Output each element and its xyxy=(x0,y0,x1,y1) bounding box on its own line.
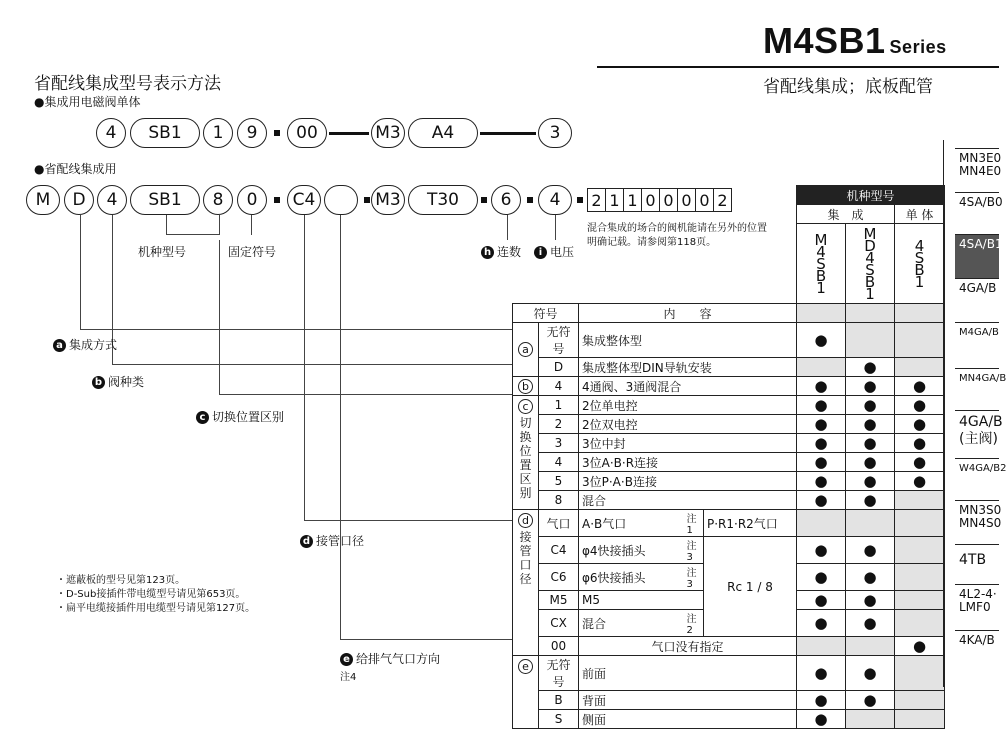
side-tab[interactable]: 4KA/B xyxy=(955,630,999,687)
leader-line xyxy=(304,215,305,521)
row-symbol: C6 xyxy=(539,564,579,591)
code-pill xyxy=(324,185,358,215)
label-b: b 阀种类 xyxy=(92,373,144,390)
table-row xyxy=(513,453,945,472)
mix-note: 混合集成的场合的阀机能请在另外的位置明确记载。请参阅第118页。 xyxy=(587,223,767,248)
bullet: ● xyxy=(846,691,895,710)
row-symbol: B xyxy=(539,691,579,710)
leader-line xyxy=(80,215,81,330)
leader-line xyxy=(507,215,508,240)
side-tab[interactable]: MN4GA/B xyxy=(955,368,999,410)
side-tab[interactable]: 4SA/B0 xyxy=(955,192,999,234)
label-c: c 切换位置区别 xyxy=(196,408,284,425)
code-pill: 4 xyxy=(97,185,127,215)
table-row xyxy=(513,491,945,510)
leader-line xyxy=(219,240,220,395)
code-pill: A4 xyxy=(408,118,478,148)
side-tab[interactable]: W4GA/B2 xyxy=(955,458,999,500)
letter-c-icon: c xyxy=(196,411,209,424)
section-manifold-title: ●省配线集成用 xyxy=(34,162,117,176)
digit-box: 0 xyxy=(659,188,678,212)
leader-line xyxy=(340,215,341,640)
code-pill: 9 xyxy=(237,118,267,148)
label-a: a 集成方式 xyxy=(53,336,117,353)
col-model: 4SB1 xyxy=(895,224,945,304)
bullet: ● xyxy=(797,710,846,729)
label-model: 机种型号 xyxy=(138,245,187,259)
bullet: ● xyxy=(846,415,895,434)
bullet: ● xyxy=(846,453,895,472)
notes xyxy=(56,574,255,616)
side-tab[interactable]: 4L2-4· LMF0 xyxy=(955,584,999,630)
leader-line xyxy=(80,329,512,330)
col-model: M4SB1 xyxy=(797,224,846,304)
row-note: 注3 xyxy=(684,537,704,564)
leader-line xyxy=(166,215,167,235)
note-line: ・遮蔽板的型号见第123页。 xyxy=(56,575,186,586)
digit-box: 0 xyxy=(641,188,660,212)
label-fixed: 固定符号 xyxy=(228,245,277,259)
model-header: 机种型号 xyxy=(797,186,945,205)
bullet: ● xyxy=(797,610,846,637)
code-pill: 1 xyxy=(203,118,233,148)
separator-dot xyxy=(481,197,487,203)
row-symbol: CX xyxy=(539,610,579,637)
leader-line xyxy=(251,215,252,235)
label-d: d 接管口径 xyxy=(300,532,364,549)
table-row xyxy=(513,323,945,358)
bullet: ● xyxy=(895,377,945,396)
letter-d-icon: d xyxy=(300,535,313,548)
table-row xyxy=(513,358,945,377)
manifold-header: 集 成 xyxy=(797,205,895,224)
row-symbol: C4 xyxy=(539,537,579,564)
table-row xyxy=(513,434,945,453)
digit-box: 0 xyxy=(695,188,714,212)
row-content: 2位双电控 xyxy=(579,415,797,434)
bullet: ● xyxy=(846,591,895,610)
label-voltage: i 电压 xyxy=(534,243,574,260)
row-content: 混合 xyxy=(579,610,684,637)
row-content: 3位A·B·R连接 xyxy=(579,453,797,472)
bullet: ● xyxy=(846,472,895,491)
table-row xyxy=(513,510,945,537)
code-pill: 4 xyxy=(96,118,126,148)
separator-dot xyxy=(274,130,280,136)
row-symbol: 2 xyxy=(539,415,579,434)
bullet: ● xyxy=(797,491,846,510)
separator-bar xyxy=(480,132,536,135)
code-pill: 6 xyxy=(491,185,521,215)
bullet: ● xyxy=(846,564,895,591)
table-row xyxy=(513,710,945,729)
single-header: 单 体 xyxy=(895,205,945,224)
series-suffix: Series xyxy=(889,37,947,57)
row-symbol: 4 xyxy=(539,453,579,472)
page-title: 省配线集成型号表示方法 xyxy=(34,74,221,94)
side-tab[interactable]: M4GA/B xyxy=(955,322,999,368)
bullet: ● xyxy=(895,472,945,491)
bullet: ● xyxy=(846,434,895,453)
row-content: 3位P·A·B连接 xyxy=(579,472,797,491)
table-row xyxy=(513,637,945,656)
note-line: ・扁平电缆接插件用电缆型号请见第127页。 xyxy=(56,603,256,614)
leader-line xyxy=(166,234,220,235)
col-model: MD4SB1 xyxy=(846,224,895,304)
side-tab[interactable]: 4TB xyxy=(955,544,999,584)
letter-h-icon: h xyxy=(481,246,494,259)
bullet: ● xyxy=(797,434,846,453)
code-pill: M3 xyxy=(371,185,405,215)
row-content: 混合 xyxy=(579,491,797,510)
code-pill: 0 xyxy=(237,185,267,215)
row-content: 集成整体型 xyxy=(579,323,797,358)
row-content: φ6快接插头 xyxy=(579,564,684,591)
bullet: ● xyxy=(846,358,895,377)
table-header-row xyxy=(513,205,945,224)
row-content: 气口没有指定 xyxy=(579,637,797,656)
bullet: ● xyxy=(797,453,846,472)
row-symbol: 00 xyxy=(539,637,579,656)
row-symbol: D xyxy=(539,358,579,377)
leader-line xyxy=(112,364,512,365)
digit-box: 0 xyxy=(677,188,696,212)
row-symbol: 5 xyxy=(539,472,579,491)
row-content: 4通阀、3通阀混合 xyxy=(579,377,797,396)
leader-line xyxy=(340,639,512,640)
bullet: ● xyxy=(797,396,846,415)
label-e: e 给排气气口方向 xyxy=(340,650,440,667)
code-pill: 4 xyxy=(538,185,572,215)
header-rule xyxy=(597,66,999,68)
spec-table xyxy=(512,185,945,729)
side-tab[interactable]: MN3S0 MN4S0 xyxy=(955,500,999,544)
bullet: ● xyxy=(797,691,846,710)
code-pill: D xyxy=(64,185,94,215)
bullet: ● xyxy=(895,637,945,656)
label-note4: 注4 xyxy=(340,672,357,683)
row-content: 前面 xyxy=(579,656,797,691)
bullet: ● xyxy=(895,453,945,472)
separator-dot xyxy=(364,197,370,203)
row-content: M5 xyxy=(579,591,684,610)
code-pill: M xyxy=(26,185,60,215)
row-content: 3位中封 xyxy=(579,434,797,453)
code-pill: SB1 xyxy=(130,118,200,148)
row-symbol: 1 xyxy=(539,396,579,415)
side-tab[interactable]: 4GA/B (主阀) xyxy=(955,410,999,458)
d-head-ab: A·B气口 xyxy=(579,510,684,537)
table-header-row xyxy=(513,224,945,304)
code-pill: C4 xyxy=(287,185,321,215)
letter-a-icon: a xyxy=(53,339,66,352)
table-row xyxy=(513,691,945,710)
bullet: ● xyxy=(797,472,846,491)
d-rc: Rc 1 / 8 xyxy=(704,537,797,637)
side-tab[interactable]: MN3E0 MN4E0 xyxy=(955,148,999,192)
letter-b-icon: b xyxy=(518,379,533,394)
bullet: ● xyxy=(846,537,895,564)
table-row xyxy=(513,656,945,691)
bullet: ● xyxy=(797,377,846,396)
code-pill: T30 xyxy=(408,185,478,215)
table-row xyxy=(513,377,945,396)
bullet: ● xyxy=(895,396,945,415)
bullet: ● xyxy=(846,491,895,510)
table-row xyxy=(513,415,945,434)
digit-box: 2 xyxy=(587,188,606,212)
row-content: 集成整体型DIN导轨安装 xyxy=(579,358,797,377)
d-side-label: 接管口径 xyxy=(519,530,532,586)
table-row xyxy=(513,396,945,415)
code-pill: 3 xyxy=(538,118,572,148)
d-head-pr: P·R1·R2气口 xyxy=(704,510,797,537)
side-tab[interactable]: 4GA/B xyxy=(955,278,999,322)
bullet: ● xyxy=(846,377,895,396)
letter-d-icon: d xyxy=(518,513,533,528)
code-pill: SB1 xyxy=(130,185,200,215)
bullet: ● xyxy=(895,415,945,434)
letter-b-icon: b xyxy=(92,376,105,389)
bullet: ● xyxy=(846,610,895,637)
digit-box: 1 xyxy=(605,188,624,212)
row-symbol: 3 xyxy=(539,434,579,453)
d-head-note: 注1 xyxy=(684,510,704,537)
leader-line xyxy=(304,520,512,521)
bullet: ● xyxy=(797,656,846,691)
note-line: ・D-Sub接插件带电缆型号请见第653页。 xyxy=(56,589,246,600)
bullet: ● xyxy=(797,323,846,358)
row-content: 背面 xyxy=(579,691,797,710)
code-pill: 00 xyxy=(287,118,327,148)
c-side-label: 切换位置区别 xyxy=(519,416,532,500)
letter-a-icon: a xyxy=(518,342,533,357)
row-symbol: 4 xyxy=(539,377,579,396)
row-symbol: 无符号 xyxy=(539,656,579,691)
separator-dot xyxy=(274,197,280,203)
row-symbol: S xyxy=(539,710,579,729)
digit-box: 1 xyxy=(623,188,642,212)
header-subtitle: 省配线集成；底板配管 xyxy=(763,77,933,97)
row-symbol: 8 xyxy=(539,491,579,510)
table-header-row xyxy=(513,186,945,205)
code-pill: M3 xyxy=(371,118,405,148)
bullet: ● xyxy=(895,434,945,453)
letter-e-icon: e xyxy=(340,653,353,666)
leader-line xyxy=(219,215,220,235)
row-note: 注2 xyxy=(684,610,704,637)
bullet: ● xyxy=(846,656,895,691)
code-pill: 8 xyxy=(203,185,233,215)
side-index-rule xyxy=(943,140,944,687)
table-row xyxy=(513,537,945,564)
series-title: M4SB1 Series xyxy=(763,20,947,61)
bullet: ● xyxy=(846,396,895,415)
leader-line xyxy=(219,394,512,395)
digit-box: 2 xyxy=(713,188,732,212)
letter-i-icon: i xyxy=(534,246,547,259)
row-content: φ4快接插头 xyxy=(579,537,684,564)
sym-header: 符号 xyxy=(513,304,579,323)
table-header-row xyxy=(513,304,945,323)
bullet: ● xyxy=(797,591,846,610)
row-symbol: 无符号 xyxy=(539,323,579,358)
row-note xyxy=(684,591,704,610)
d-head-port: 气口 xyxy=(539,510,579,537)
row-content: 侧面 xyxy=(579,710,797,729)
row-note: 注3 xyxy=(684,564,704,591)
letter-c-icon: c xyxy=(518,399,533,414)
bullet: ● xyxy=(797,537,846,564)
table-row xyxy=(513,472,945,491)
content-header: 内 容 xyxy=(579,304,797,323)
bullet: ● xyxy=(797,415,846,434)
row-content: 2位单电控 xyxy=(579,396,797,415)
section-single-title: ●集成用电磁阀单体 xyxy=(34,95,141,109)
bullet: ● xyxy=(797,564,846,591)
separator-bar xyxy=(329,132,369,135)
label-connections: h 连数 xyxy=(481,243,521,260)
letter-e-icon: e xyxy=(518,659,533,674)
row-symbol: M5 xyxy=(539,591,579,610)
side-tab-active[interactable]: 4SA/B1 xyxy=(955,234,999,278)
